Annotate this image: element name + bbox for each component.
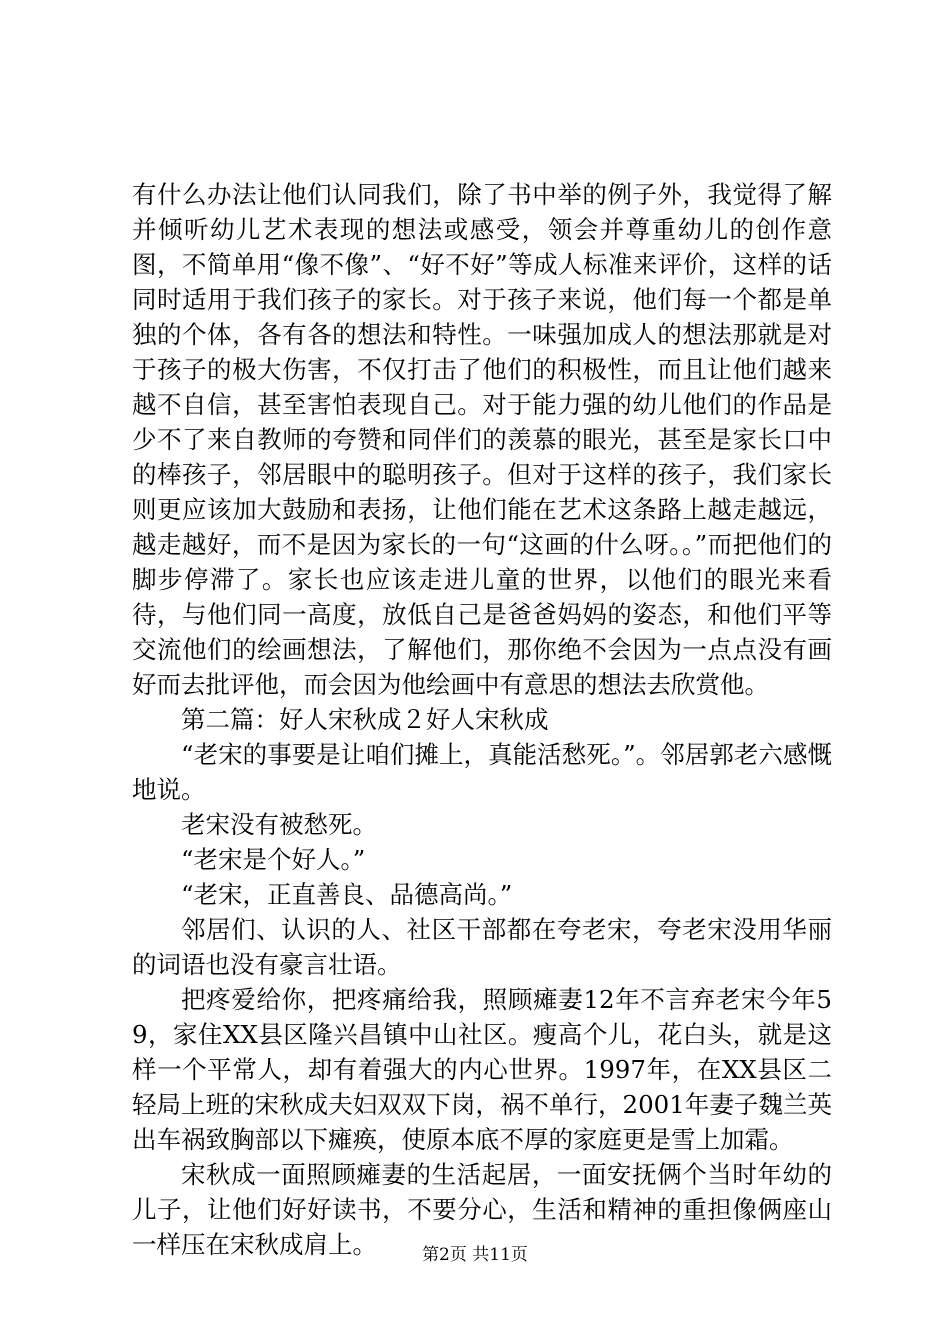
page-footer xyxy=(0,1244,950,1266)
paragraph-neighbor-quote: “老宋的事要是让咱们摊上，真能活愁死。”。邻居郭老六感慨地说。 xyxy=(132,740,832,804)
paragraph-burden: 宋秋成一面照顾瘫妻的生活起居，一面安抚俩个当时年幼的儿子，让他们好好读书，不要分心，生活和精神的重担像俩座山一样压在宋秋成肩上。 xyxy=(132,1160,832,1259)
paragraph-art-education: 有什么办法让他们认同我们，除了书中举的例子外，我觉得了解并倾听幼儿艺术表现的想法或感受，领会并尊重幼儿的创作意图，不简单用“像不像”、“好不好”等成人标准来评价，这样的话同时适用于我们孩子的家长。对于孩子来说，他们每一个都是单独的个体，各有各的想法和特性。一味强加成人的想法那就是对于孩子的极大伤害，不仅打击了他们的积极性，而且让他们越来越不自信，甚至害怕表现自己。对于能力强的幼儿他们的作品是少不了来自教师的夸赞和同伴们的羡慕的眼光，甚至是家长口中的棒孩子，邻居眼中的聪明孩子。但对于这样的孩子，我们家长则更应该加大鼓励和表扬，让他们能在艺术这条路上越走越远，越走越好，而不是因为家长的一句“这画的什么呀。。”而把他们的脚步停滞了。家长也应该走进儿童的世界，以他们的眼光来看待，与他们同一高度，放低自己是爸爸妈妈的姿态，和他们平等交流他们的绘画想法，了解他们，那你绝不会因为一点点没有画好而去批评他，而会因为他绘画中有意思的想法去欣赏他。 xyxy=(132,180,832,699)
paragraph-good-person: “老宋是个好人。” xyxy=(181,845,366,874)
document-body xyxy=(132,177,832,1262)
paragraph-not-worried: 老宋没有被愁死。 xyxy=(181,810,377,839)
section-heading: 第二篇：好人宋秋成２好人宋秋成 xyxy=(181,705,549,734)
paragraph-upright: “老宋，正直善良、品德高尚。” xyxy=(181,880,513,909)
page-number: 第2页 共11页 xyxy=(422,1245,528,1265)
paragraph-praise: 邻居们、认识的人、社区干部都在夸老宋，夸老宋没用华丽的词语也没有豪言壮语。 xyxy=(132,915,832,979)
paragraph-background: 把疼爱给你，把疼痛给我，照顾瘫妻12年不言弃老宋今年59，家住XX县区隆兴昌镇中山社区。瘦高个儿，花白头，就是这样一个平常人，却有着强大的内心世界。1997年，在XX县区二轻局上班的宋秋成夫妇双双下岗，祸不单行，2001年妻子魏兰英出车祸致胸部以下瘫痪，使原本底不厚的家庭更是雪上加霜。 xyxy=(132,985,832,1154)
